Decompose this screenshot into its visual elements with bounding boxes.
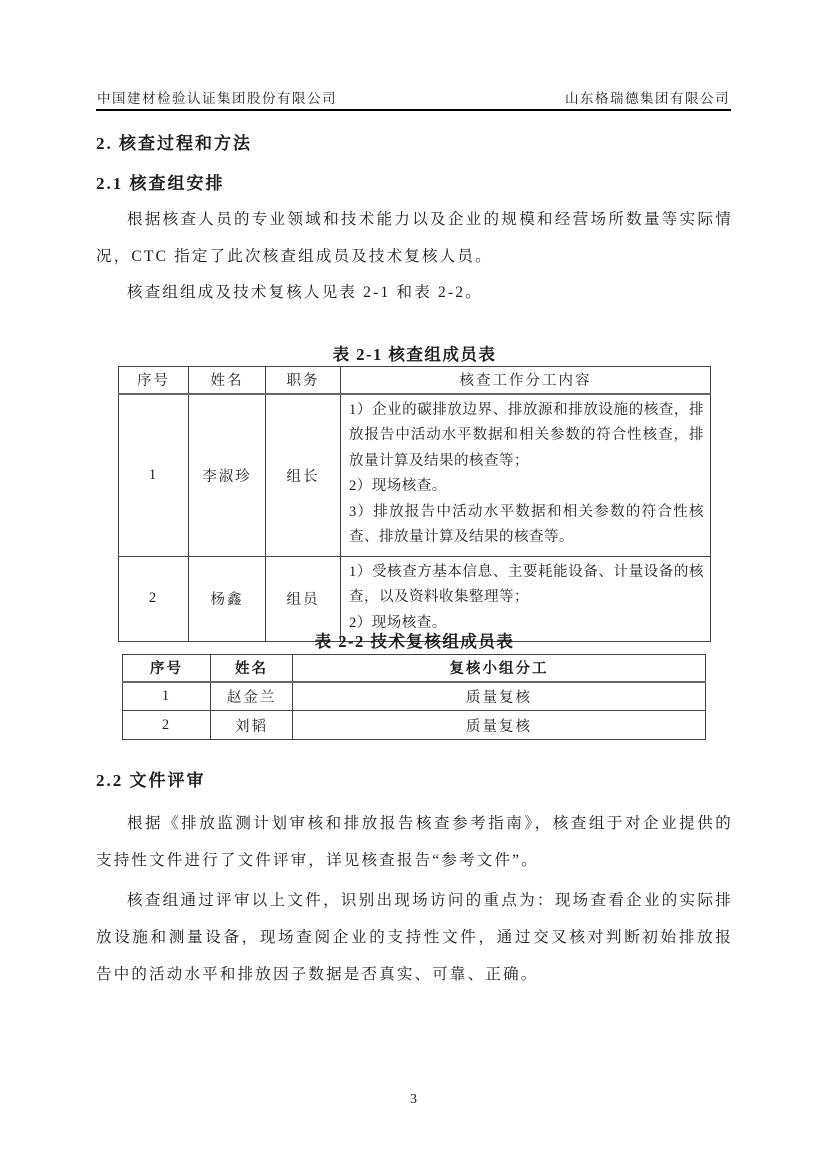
cell-name: 杨鑫	[189, 556, 266, 642]
cell-name: 李淑珍	[189, 394, 266, 557]
cell-no: 2	[123, 711, 211, 740]
column-header-no: 序号	[123, 655, 211, 682]
technical-review-team-table	[122, 654, 706, 740]
section-2-1-heading: 2.1 核查组安排	[96, 174, 225, 193]
page-number: 3	[410, 1092, 417, 1107]
section-2-2-paragraph-2: 核查组通过评审以上文件，识别出现场访问的重点为：现场查看企业的实际排放设施和测量设备，现场查阅企业的支持性文件，通过交叉核对判断初始排放报告中的活动水平和排放因子数据是否真实、可靠、正确。	[96, 892, 733, 983]
header-company-right: 山东格瑞德集团有限公司	[565, 91, 730, 106]
cell-duty	[341, 394, 711, 557]
cell-name: 刘韬	[211, 711, 293, 740]
cell-name: 赵金兰	[211, 682, 293, 711]
duty-item: 2）现场核查。	[349, 614, 447, 631]
cell-role: 组长	[266, 394, 341, 557]
table-2-1-caption: 表 2-1 核查组成员表	[332, 345, 497, 364]
duty-item: 2）现场核查。	[349, 478, 447, 494]
cell-review-duty: 质量复核	[293, 682, 706, 711]
table-row	[119, 394, 711, 557]
cell-no: 2	[119, 556, 189, 642]
header-rule	[96, 109, 731, 111]
cell-no: 1	[123, 682, 211, 711]
duty-item: 1）受核查方基本信息、主要耗能设备、计量设备的核查，以及资料收集整理等；	[349, 563, 704, 605]
column-header-name: 姓名	[211, 655, 293, 682]
cell-no: 1	[119, 394, 189, 557]
cell-role: 组员	[266, 556, 341, 642]
duty-item: 3）排放报告中活动水平数据和相关参数的符合性核查、排放量计算及结果的核查等。	[349, 503, 704, 545]
table-header-row	[123, 655, 706, 682]
section-2-1-paragraph-1: 根据核查人员的专业领域和技术能力以及企业的规模和经营场所数量等实际情况，CTC 指定了此次核查组成员及技术复核人员。	[96, 211, 733, 265]
header-company-left: 中国建材检验认证集团股份有限公司	[97, 91, 337, 106]
table-row	[123, 682, 706, 711]
section-2-heading: 2. 核查过程和方法	[96, 134, 252, 153]
section-2-1-paragraph-2: 核查组组成及技术复核人见表 2-1 和表 2-2。	[127, 284, 483, 301]
section-2-2-paragraph-1: 根据《排放监测计划审核和排放报告核查参考指南》，核查组于对企业提供的支持性文件进行了文件评审，详见核查报告“参考文件”。	[96, 815, 733, 869]
column-header-no: 序号	[119, 367, 189, 394]
table-2-2-caption: 表 2-2 技术复核组成员表	[314, 632, 515, 651]
duty-item: 1）企业的碳排放边界、排放源和排放设施的核查，排放报告中活动水平数据和相关参数的符合性核查，排放量计算及结果的核查等；	[349, 401, 704, 469]
table-row	[123, 711, 706, 740]
column-header-name: 姓名	[189, 367, 266, 394]
table-header-row	[119, 367, 711, 394]
column-header-role: 职务	[266, 367, 341, 394]
column-header-review-duty: 复核小组分工	[293, 655, 706, 682]
column-header-duty: 核查工作分工内容	[341, 367, 711, 394]
section-2-2-heading: 2.2 文件评审	[96, 771, 206, 790]
cell-review-duty: 质量复核	[293, 711, 706, 740]
verification-team-table	[118, 366, 711, 642]
